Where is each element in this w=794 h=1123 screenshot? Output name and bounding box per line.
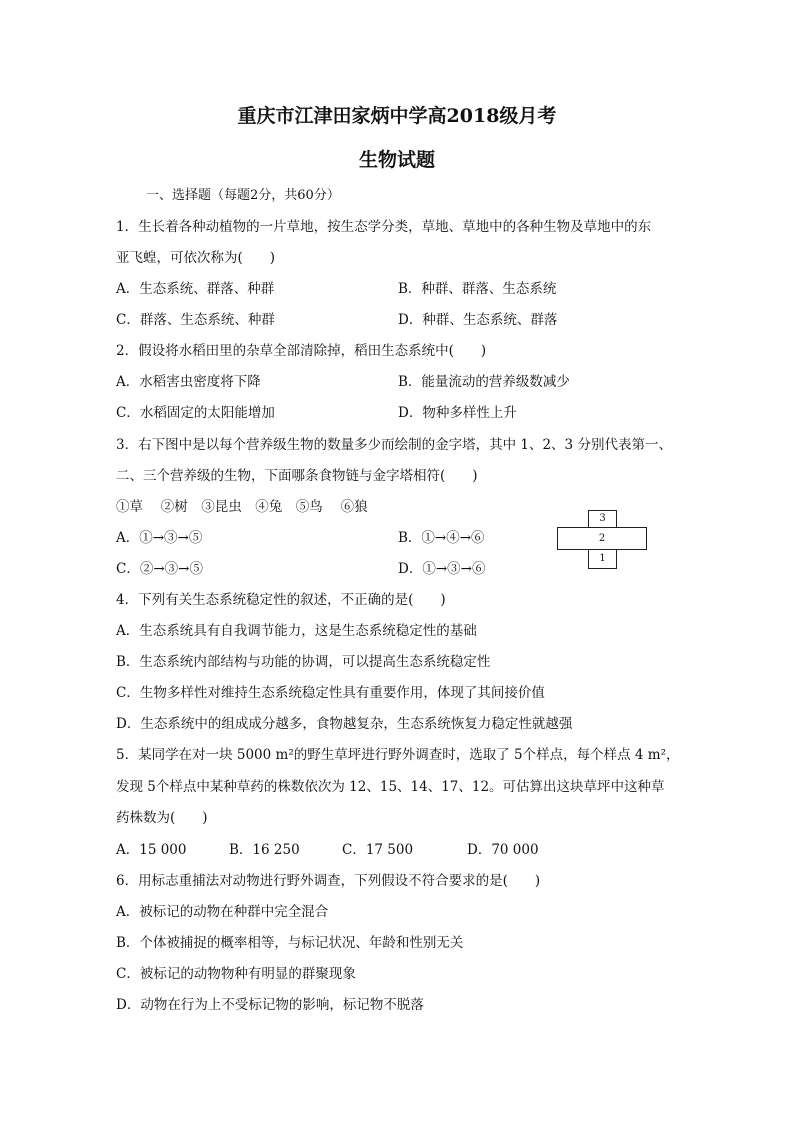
q4-option-c: C．生物多样性对维持生态系统稳定性具有重要作用，体现了其间接价值 bbox=[116, 685, 545, 701]
q6-option-c: C．被标记的动物物种有明显的群聚现象 bbox=[116, 966, 356, 982]
q4-option-a: A．生态系统具有自我调节能力，这是生态系统稳定性的基础 bbox=[116, 623, 477, 639]
q2-option-b: B．能量流动的营养级数减少 bbox=[398, 374, 570, 390]
q3-option-a: A．①→③→⑤ bbox=[116, 530, 203, 546]
q3-option-d: D．①→③→⑥ bbox=[398, 561, 486, 577]
q5-option-d: D．70 000 bbox=[467, 842, 539, 858]
q3-option-c: C．②→③→⑤ bbox=[116, 561, 203, 577]
q5-stem-line1: 5．某同学在对一块 5000 m²的野生草坪进行野外调查时，选取了 5个样点，每个样点 4 m²， bbox=[116, 747, 680, 763]
exam-title: 重庆市江津田家炳中学高2018级月考 bbox=[237, 105, 557, 127]
q6-option-d: D．动物在行为上不受标记物的影响，标记物不脱落 bbox=[116, 997, 424, 1013]
q1-option-a: A．生态系统、群落、种群 bbox=[116, 281, 275, 297]
q5-stem-line3: 药株数为( ) bbox=[116, 810, 208, 826]
q1-stem-line1: 1．生长着各种动植物的一片草地，按生态学分类，草地、草地中的各种生物及草地中的东 bbox=[116, 219, 652, 235]
pyramid-level-2: 2 bbox=[557, 527, 647, 550]
q4-stem: 4．下列有关生态系统稳定性的叙述，不正确的是( ) bbox=[116, 592, 446, 608]
pyramid-level-3: 3 bbox=[588, 510, 617, 528]
q1-option-d: D．种群、生态系统、群落 bbox=[398, 312, 558, 328]
q5-option-c: C．17 500 bbox=[342, 842, 414, 858]
section-heading: 一、选择题（每题2分，共60分） bbox=[146, 188, 340, 203]
exam-subject-title: 生物试题 bbox=[358, 149, 435, 171]
q6-option-b: B．个体被捕捉的概率相等，与标记状况、年龄和性别无关 bbox=[116, 935, 464, 951]
q3-organism-list: ①草 ②树 ③昆虫 ④兔 ⑤鸟 ⑥狼 bbox=[116, 499, 368, 515]
q5-option-b: B．16 250 bbox=[229, 842, 300, 858]
q2-option-d: D．物种多样性上升 bbox=[398, 405, 517, 421]
q2-option-c: C．水稻固定的太阳能增加 bbox=[116, 405, 275, 421]
q6-stem: 6．用标志重捕法对动物进行野外调查，下列假设不符合要求的是( ) bbox=[116, 873, 541, 889]
q3-stem-line2: 二、三个营养级的生物，下面哪条食物链与金字塔相符( ) bbox=[116, 468, 478, 484]
q4-option-d: D．生态系统中的组成成分越多，食物越复杂，生态系统恢复力稳定性就越强 bbox=[116, 716, 573, 732]
q5-option-a: A．15 000 bbox=[116, 842, 187, 858]
q1-option-c: C．群落、生态系统、种群 bbox=[116, 312, 275, 328]
q3-option-b: B．①→④→⑥ bbox=[398, 530, 485, 546]
q4-option-b: B．生态系统内部结构与功能的协调，可以提高生态系统稳定性 bbox=[116, 654, 491, 670]
q3-stem-line1: 3．右下图中是以每个营养级生物的数量多少而绘制的金字塔，其中 1、2、3 分别代表第一、 bbox=[116, 437, 672, 453]
q6-option-a: A．被标记的动物在种群中完全混合 bbox=[116, 904, 329, 920]
q1-stem-line2: 亚飞蝗，可依次称为( ) bbox=[116, 250, 276, 266]
q5-stem-line2: 发现 5个样点中某种草药的株数依次为 12、15、14、17、12。可估算出这块草坪中这种草 bbox=[116, 779, 665, 795]
pyramid-level-1: 1 bbox=[588, 549, 617, 569]
q2-option-a: A．水稻害虫密度将下降 bbox=[116, 374, 261, 390]
q2-stem: 2．假设将水稻田里的杂草全部清除掉，稻田生态系统中( ) bbox=[116, 343, 487, 359]
q1-option-b: B．种群、群落、生态系统 bbox=[398, 281, 557, 297]
